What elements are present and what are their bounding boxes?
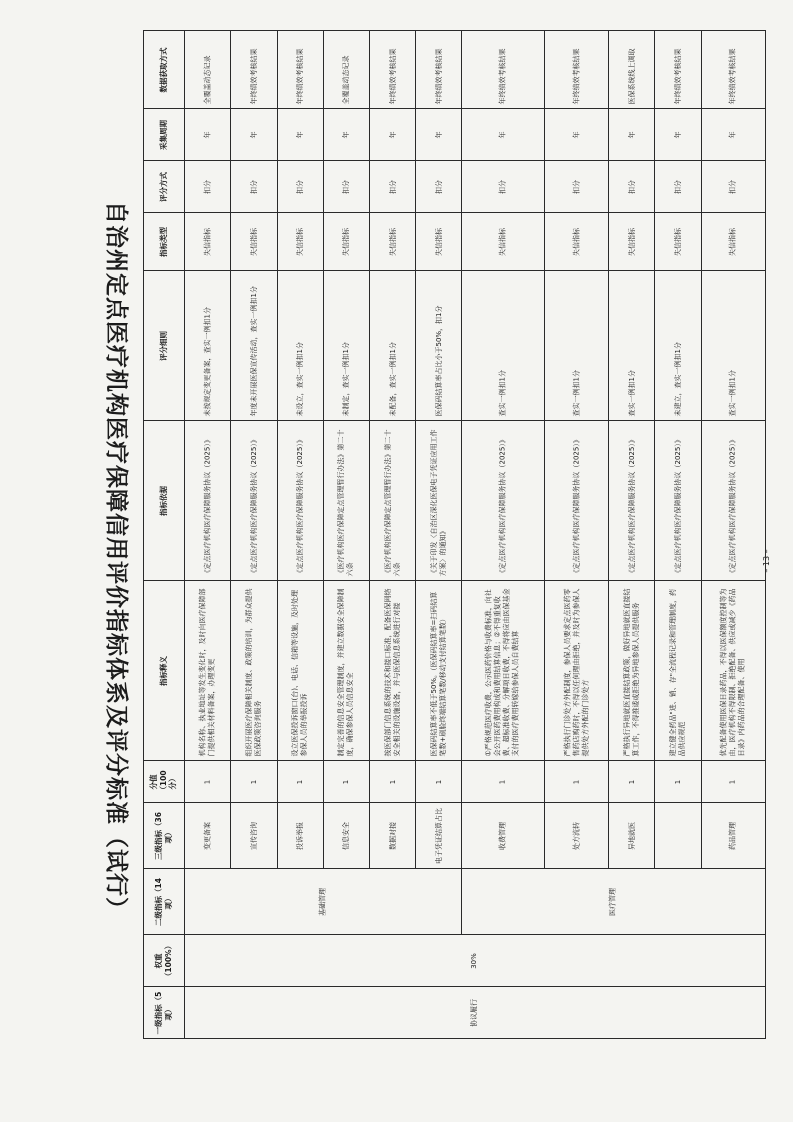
- cell-definition: 建立健全药品"进、销、存"全流程记录和管理制度，药品供应规范: [655, 581, 701, 761]
- cell-basis: 《定点医疗机构医疗保障服务协议（2025）》: [277, 421, 323, 581]
- indicator-table: [143, 30, 766, 1039]
- cell-points: 1: [416, 761, 462, 803]
- cell-points: 1: [369, 761, 415, 803]
- cell-rule: 医保码结算率占比小于50%，扣1分: [416, 271, 462, 421]
- cell-period: 年: [185, 109, 231, 161]
- cell-definition: 优先配备使用医保目录药品，不得以医保额度控制等为由，医疗机构不得限制、拒绝配备、供应或减少《药品目录》内药品的合理配备、使用: [701, 581, 765, 761]
- document-title: 自治州定点医疗机构医疗保障信用评价指标体系及评分标准（试行）: [103, 201, 130, 921]
- cell-scoring: 扣分: [416, 161, 462, 213]
- cell-definition: 严格执行异地就医直接结算政策，做好异地就医直接结算工作，不得推诿或拒绝为异地参保人员提供服务: [609, 581, 655, 761]
- cell-source: 年终绩效考核结果: [701, 31, 765, 109]
- cell-level3: 异地就医: [609, 803, 655, 869]
- cell-source: 年终绩效考核结果: [231, 31, 277, 109]
- cell-points: 1: [655, 761, 701, 803]
- cell-points: 1: [609, 761, 655, 803]
- cell-rule: 查实一例扣1分: [609, 271, 655, 421]
- cell-points: 1: [323, 761, 369, 803]
- cell-period: 年: [369, 109, 415, 161]
- cell-source: 年终绩效考核结果: [277, 31, 323, 109]
- cell-period: 年: [609, 109, 655, 161]
- cell-scoring: 扣分: [369, 161, 415, 213]
- cell-basis: 《定点医疗机构医疗保障服务协议（2025）》: [655, 421, 701, 581]
- header-weight: 权重（100%）: [144, 935, 185, 987]
- cell-points: 1: [231, 761, 277, 803]
- header-scoring: 评分方式: [144, 161, 185, 213]
- header-basis: 指标依据: [144, 421, 185, 581]
- cell-level3: 收费管理: [462, 803, 544, 869]
- page-number: – 13 –: [762, 549, 771, 573]
- cell-scoring: 扣分: [185, 161, 231, 213]
- header-type: 指标类型: [144, 213, 185, 271]
- header-level3: 三级指标（36项）: [144, 803, 185, 869]
- cell-definition: 制定完善的信息安全管理制度，并建立数据安全保障制度，确保参保人员信息安全: [323, 581, 369, 761]
- cell-type: 失信指标: [655, 213, 701, 271]
- cell-definition: ①严格规范医疗收费，公示医药价格与收费标准，向社会公开医药费用构成和费用结算信息；②不得重复收费、超标准收费、分解项目收费，不得将应由医保基金支付的医疗费用转嫁给参保人员自费结算: [462, 581, 544, 761]
- cell-rule: 未配备，查实一例扣1分: [369, 271, 415, 421]
- cell-type: 失信指标: [185, 213, 231, 271]
- cell-basis: 《关于印发〈自治区深化医保电子凭证应用工作方案〉的通知》: [416, 421, 462, 581]
- cell-level3: 数据对接: [369, 803, 415, 869]
- cell-rule: 查实一例扣1分: [544, 271, 608, 421]
- cell-type: 失信指标: [323, 213, 369, 271]
- cell-definition: 组织开展医疗保障相关制度、政策的培训，为群众提供医保政策咨询服务: [231, 581, 277, 761]
- cell-level2-basic: 基础管理: [185, 869, 462, 935]
- cell-scoring: 扣分: [609, 161, 655, 213]
- header-rule: 评分细则: [144, 271, 185, 421]
- cell-rule: 查实一例扣1分: [701, 271, 765, 421]
- header-source: 数据获取方式: [144, 31, 185, 109]
- cell-definition: 机构名称、执业地址等发生变化时，及时向医疗保障部门提供相关材料备案，办理变更: [185, 581, 231, 761]
- cell-level3: 投诉举报: [277, 803, 323, 869]
- cell-level3: 药品管理: [701, 803, 765, 869]
- cell-level3: 变更备案: [185, 803, 231, 869]
- cell-level1: 协议履行: [185, 987, 766, 1039]
- cell-definition: 严格执行门诊处方外配制度，参保人员要求定点医药零售药店购药时，不得以任何理由拒绝，并及时为参保人提供处方外配的门诊处方: [544, 581, 608, 761]
- cell-points: 1: [185, 761, 231, 803]
- cell-scoring: 扣分: [323, 161, 369, 213]
- cell-scoring: 扣分: [277, 161, 323, 213]
- cell-period: 年: [701, 109, 765, 161]
- cell-type: 失信指标: [462, 213, 544, 271]
- cell-basis: 《定点医疗机构医疗保障服务协议（2025）》: [609, 421, 655, 581]
- cell-period: 年: [323, 109, 369, 161]
- cell-type: 失信指标: [369, 213, 415, 271]
- cell-level3: 宣传咨询: [231, 803, 277, 869]
- header-period: 采集周期: [144, 109, 185, 161]
- cell-points: 1: [462, 761, 544, 803]
- cell-rule: 未按规定变更备案，查实一例扣1分: [185, 271, 231, 421]
- cell-level3: 处方流转: [544, 803, 608, 869]
- cell-level3: 信息安全: [323, 803, 369, 869]
- cell-rule: 年度未开展医保宣传活动，查实一例扣1分: [231, 271, 277, 421]
- header-row: [144, 31, 185, 1039]
- cell-rule: 查实一例扣1分: [462, 271, 544, 421]
- cell-basis: 《定点医疗机构医疗保障服务协议（2025）》: [544, 421, 608, 581]
- cell-basis: 《定点医疗机构医疗保障服务协议（2025）》: [185, 421, 231, 581]
- cell-source: 年终绩效考核结果: [655, 31, 701, 109]
- cell-period: 年: [231, 109, 277, 161]
- table-row: [701, 31, 765, 1039]
- cell-scoring: 扣分: [701, 161, 765, 213]
- cell-type: 失信指标: [701, 213, 765, 271]
- cell-rule: 未制定，查实一例扣1分: [323, 271, 369, 421]
- cell-source: 全覆盖动态记录: [323, 31, 369, 109]
- cell-period: 年: [462, 109, 544, 161]
- cell-period: 年: [544, 109, 608, 161]
- cell-type: 失信指标: [231, 213, 277, 271]
- header-points: 分值（100分）: [144, 761, 185, 803]
- cell-period: 年: [416, 109, 462, 161]
- cell-rule: 未建立，查实一例扣1分: [655, 271, 701, 421]
- cell-source: 年终绩效考核结果: [416, 31, 462, 109]
- cell-definition: 按医保部门信息系统的技术和接口标准，配备医保网络安全相关的设施设备，并与医保信息系统进行对接: [369, 581, 415, 761]
- cell-source: 医保系统线上调取: [609, 31, 655, 109]
- cell-scoring: 扣分: [462, 161, 544, 213]
- cell-basis: 《定点医疗机构医疗保障服务协议（2025）》: [462, 421, 544, 581]
- cell-period: 年: [655, 109, 701, 161]
- cell-basis: 《医疗机构医疗保障定点管理暂行办法》第二十六条: [369, 421, 415, 581]
- cell-definition: 医保码结算率不低于50%。（医保码结算率=扫码结算笔数+刷脸终端结算笔数/移动支付结算笔数）: [416, 581, 462, 761]
- cell-rule: 未设立，查实一例扣1分: [277, 271, 323, 421]
- cell-source: 全覆盖动态记录: [185, 31, 231, 109]
- cell-basis: 《定点医疗机构医疗保障服务协议（2025）》: [231, 421, 277, 581]
- cell-level3: [655, 803, 701, 869]
- cell-basis: 《医疗机构医疗保障定点管理暂行办法》第二十六条: [323, 421, 369, 581]
- cell-scoring: 扣分: [655, 161, 701, 213]
- header-definition: 指标释义: [144, 581, 185, 761]
- cell-level2-medical: 医疗管理: [462, 869, 766, 935]
- cell-definition: 设立医保投诉窗口(台)、电话、信箱等设施，及时处理参保人员的举报投诉: [277, 581, 323, 761]
- cell-type: 失信指标: [277, 213, 323, 271]
- header-level2: 二级指标（14项）: [144, 869, 185, 935]
- cell-points: 1: [701, 761, 765, 803]
- cell-type: 失信指标: [609, 213, 655, 271]
- cell-weight: 30%: [185, 935, 766, 987]
- cell-source: 年终绩效考核结果: [544, 31, 608, 109]
- cell-type: 失信指标: [544, 213, 608, 271]
- cell-level3: 电子凭证结算占比: [416, 803, 462, 869]
- cell-period: 年: [277, 109, 323, 161]
- cell-basis: 《定点医疗机构医疗保障服务协议（2025）》: [701, 421, 765, 581]
- header-level1: 一级指标（5项）: [144, 987, 185, 1039]
- cell-points: 1: [544, 761, 608, 803]
- cell-points: 1: [277, 761, 323, 803]
- cell-type: 失信指标: [416, 213, 462, 271]
- cell-source: 年终绩效考核结果: [462, 31, 544, 109]
- table-row: [416, 31, 462, 1039]
- cell-scoring: 扣分: [544, 161, 608, 213]
- cell-source: 年终绩效考核结果: [369, 31, 415, 109]
- cell-scoring: 扣分: [231, 161, 277, 213]
